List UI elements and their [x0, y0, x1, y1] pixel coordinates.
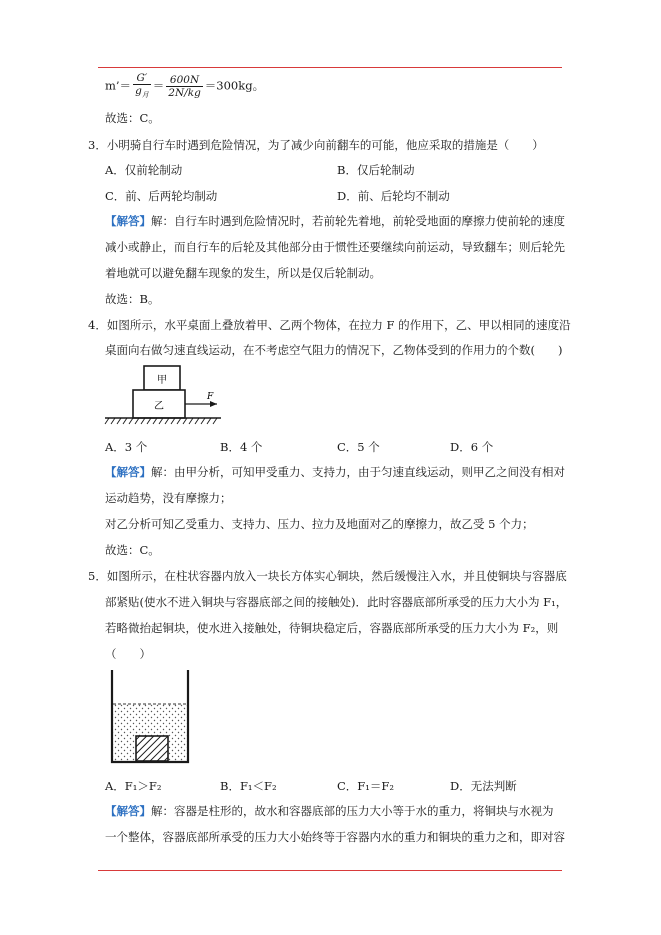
q5-jie-label: 【解答】: [105, 804, 151, 818]
q4-solution-line-2: 运动趋势，没有摩擦力；: [105, 491, 232, 505]
q3-solution-line-2: 减小或静止，而自行车的后轮及其他部分由于惯性还要继续向前运动，导致翻车；则后轮先: [105, 240, 565, 254]
formula-line: [105, 72, 264, 101]
stacked-blocks-figure: [103, 362, 223, 430]
q5-stem-line-4: （ ）: [105, 647, 151, 661]
q4-option-d: D．6 个: [450, 440, 494, 454]
frac2-numerator: 600N: [166, 74, 203, 87]
q5-stem-line-3: 若略微抬起铜块，使水进入接触处，待铜块稳定后，容器底部所承受的压力大小为 F₂，则: [105, 621, 559, 635]
copper-block: [136, 736, 168, 761]
q4-option-a: A．3 个: [105, 440, 148, 454]
q4-option-c: C．5 个: [337, 440, 380, 454]
formula-result: ＝300kg。: [204, 78, 265, 93]
header-rule: [98, 67, 562, 68]
q5-stem-line-2: 部紧贴(使水不进入铜块与容器底部之间的接触处)．此时容器底部所承受的压力大小为 F₁，: [105, 595, 568, 609]
q5-stem-line-1: 5．如图所示，在柱状容器内放入一块长方体实心铜块，然后缓慢注入水，并且使铜块与容器底: [88, 569, 567, 583]
q5-option-d: D．无法判断: [450, 779, 517, 793]
q4-solution-line-1: 【解答】解：由甲分析，可知甲受重力、支持力，由于匀速直线运动，则甲乙之间没有相对: [105, 465, 565, 479]
footer-rule: [98, 870, 562, 871]
q3-answer: 故选：B。: [105, 292, 160, 306]
q4-stem-line-1: 4．如图所示，水平桌面上叠放着甲、乙两个物体，在拉力 F 的作用下，乙、甲以相同的速度沿: [88, 318, 571, 332]
formula-frac1: [133, 72, 151, 101]
q3-option-c: C．前、后两轮均制动: [105, 189, 218, 203]
q3-option-a: A．仅前轮制动: [105, 163, 183, 177]
q5-option-b: B．F₁＜F₂: [220, 779, 277, 793]
q4-answer: 故选：C。: [105, 543, 160, 557]
force-label: F: [207, 392, 214, 402]
q3-option-b: B．仅后轮制动: [337, 163, 415, 177]
q3-option-d: D．前、后轮均不制动: [337, 189, 450, 203]
frac1-denominator: $g_月$: [135, 85, 149, 100]
frac2-denominator: 2N/kg: [168, 87, 201, 100]
block-yi-label: 乙: [154, 401, 164, 412]
block-jia-label: 甲: [157, 375, 167, 386]
q2-answer: 故选：C。: [105, 111, 160, 125]
q3-stem: 3．小明骑自行车时遇到危险情况，为了减少向前翻车的可能，他应采取的措施是（ ）: [88, 138, 544, 152]
q3-solution-line-3: 着地就可以避免翻车现象的发生，所以是仅后轮制动。: [105, 266, 381, 280]
formula-frac2: [166, 74, 203, 99]
q3-jie-label: 【解答】: [105, 214, 151, 228]
q4-option-b: B．4 个: [220, 440, 263, 454]
q4-stem-line-2: 桌面向右做匀速直线运动，在不考虑空气阻力的情况下，乙物体受到的作用力的个数( ): [105, 343, 563, 357]
frac1-numerator: G′: [133, 72, 151, 85]
q3-solution-line-1: 【解答】解：自行车时遇到危险情况时，若前轮先着地，前轮受地面的摩擦力使前轮的速度: [105, 214, 565, 228]
container-figure: [108, 668, 192, 766]
q5-solution-line-2: 一个整体，容器底部所承受的压力大小始终等于容器内水的重力和铜块的重力之和，即对容: [105, 830, 565, 844]
q5-option-c: C．F₁＝F₂: [337, 779, 394, 793]
q4-solution-line-3: 对乙分析可知乙受重力、支持力、压力、拉力及地面对乙的摩擦力，故乙受 5 个力；: [105, 517, 534, 531]
q5-option-a: A．F₁＞F₂: [105, 779, 162, 793]
q4-jie-label: 【解答】: [105, 465, 151, 479]
formula-lhs: m’＝: [105, 78, 132, 93]
q5-solution-line-1: 【解答】解：容器是柱形的，故水和容器底部的压力大小等于水的重力，将铜块与水视为: [105, 804, 554, 818]
formula-eq: ＝: [152, 78, 165, 93]
